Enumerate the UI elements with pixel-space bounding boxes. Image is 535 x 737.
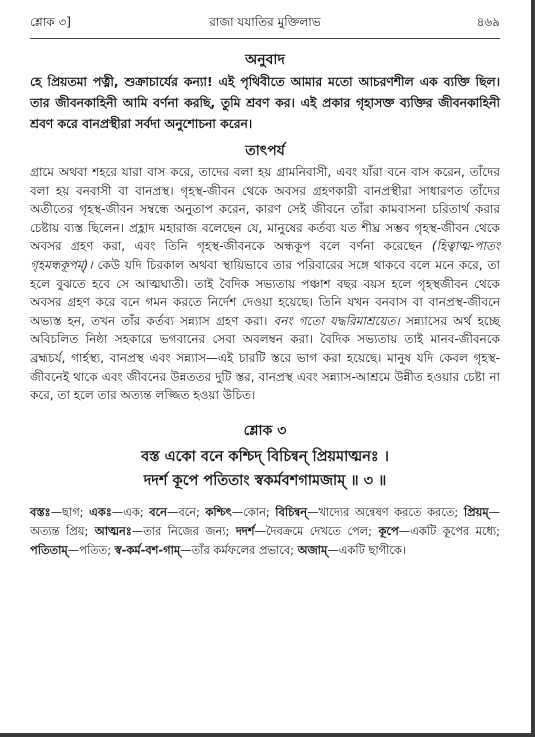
synonym-meaning: —খাদ্যের অন্বেষণ করতে করতে; [307,504,464,519]
verse-line-1: বস্ত একো বনে কশ্চিদ্ বিচিন্বন্ প্রিয়মাত্মনঃ । [141,448,389,465]
purport-part-2: কেউ যদি চিরকাল অথবা স্থায়িভাবে তার পরিবারের সঙ্গে থাকবে বলে মনে করে, তা হলে বুঝতে হবে সে আত্মঘাতী। তাই বৈদিক সভ্যতায় পঞ্চাশ বছর বয়স হলে গৃহস্থজীবন থেকে অবসর গ্রহণ করে বনে গমন করতে নির্দেশ দেওয়া হয়েছে। তিনি যখন বনবাস বা বানপ্রস্থ-জীবনে অভ্যস্ত হন, তখন তাঁর কর্তব্য সন্ন্যাস গ্রহণ করা। [30,257,500,328]
synonym-word: বিচিন্বন্ [275,504,308,519]
chapter-title: রাজা যযাতির মুক্তিলাভ [209,15,321,29]
header-rule [30,38,500,39]
synonym-word: বনে [149,504,167,519]
synonym-word: দদর্শ [235,523,255,538]
synonym-word: অজাম্ [297,542,328,557]
synonyms-paragraph [30,503,500,560]
verse-reference: শ্লোক ৩] [30,15,71,29]
synonym-word: কূপে [378,523,399,538]
synonym-meaning: —একটি কূপের মধ্যে; [398,523,501,538]
purport-quote-2: বনং গতো যদ্ধরিমাশ্রয়েত। [273,313,400,328]
synonym-meaning: —বনে; [166,504,206,519]
verse-title: শ্লোক ৩ [243,422,287,439]
synonym-meaning: —অত্যন্ত প্রিয়; [30,504,500,538]
synonym-word: পতিতাম্ [30,542,68,557]
purport-heading: তাৎপর্য [245,143,285,159]
purport-part-1: গ্রামে অথবা শহরে যারা বাস করে, তাদের বলা হয় গ্রামনিবাসী, এবং যাঁরা বনে বাস করেন, তাঁদের বলা হয় বনবাসী বা বানপ্রস্থ। গৃহস্থ-জীবন থেকে অবসর গ্রহণকারী বানপ্রস্থীরা সাধারণত তাঁদের অতীতের গৃহস্থ-জীবন সম্বন্ধে অনুতাপ করেন, কারণ সেই জীবনে তাঁরা কামবাসনা চরিতার্থ করার চেষ্টায় ব্যস্ত ছিলেন। প্রহ্লাদ মহারাজ বলেছেন যে, মানুষের কর্তব্য যত শীঘ্র সম্ভব গৃহস্থ-জীবন থেকে অবসর গ্রহণ করা, এবং তিনি গৃহস্থ-জীবনকে অন্ধকূপ বলে বর্ণনা করেছেন [30,165,500,254]
synonym-meaning: —ছাগ; [50,504,90,519]
synonym-meaning: —দৈবক্রমে দেখতে পেল; [254,523,379,538]
synonym-meaning: —তাঁর কর্মফলের প্রভাবে; [180,542,298,557]
translation-heading: অনুবাদ [245,52,285,68]
synonym-meaning: —একটি ছাগীকে। [327,542,406,557]
synonym-meaning: —পতিত; [67,542,115,557]
synonym-word: কশ্চিৎ [205,504,232,519]
synonym-word: আত্মনঃ [94,523,132,538]
synonym-word: একঃ [89,504,112,519]
synonym-word: বস্তঃ [30,504,51,519]
purport-part-3: সন্ন্যাসের অর্থ হচ্ছে অবিচলিত নিষ্ঠা সহকারে ভগবানের সেবা অবলম্বন করা। বৈদিক সভ্যতায় তাই মানব-জীবনকে ব্রহ্মচর্য, গার্হস্থ্য, বানপ্রস্থ এবং সন্ন্যাস—এই চারটি স্তরে ভাগ করা হয়েছে। মানুষ যদি কেবল গৃহস্থ-জীবনেই থাকে এবং জীবনের উন্নততর দুটি স্তর, বানপ্রস্থ এবং সন্ন্যাস-আশ্রমে উন্নীত হওয়ার চেষ্টা না করে, তা হলে তার অত্যন্ত লজ্জিত হওয়া উচিত। [30,313,500,403]
page-content [30,50,500,560]
synonym-meaning: —কোন; [231,504,276,519]
verse-line-2: দদর্শ কূপে পতিতাং স্বকর্মবশগামজাম্ ॥ ৩ ॥ [143,472,387,489]
translation-text: হে প্রিয়তমা পত্নী, শুক্রাচার্যের কন্যা! এই পৃথিবীতে আমার মতো আচরণশীল এক ব্যক্তি ছিল। তার জীবনকাহিনী আমি বর্ণনা করছি, তুমি শ্রবণ কর। এই প্রকার গৃহাসক্ত ব্যক্তির জীবনকাহিনী শ্রবণ করে বানপ্রস্থীরা সর্বদা অনুশোচনা করেন। [30,75,500,131]
synonym-word: প্রিয়ম্ [463,504,489,519]
synonym-meaning: —তার নিজের জন্য; [131,523,236,538]
synonym-word: স্ব-কর্ম-বশ-গাম্ [114,542,181,557]
running-header [30,14,500,34]
purport-text [30,163,500,405]
page-number: ৪৬৯ [476,15,500,29]
synonym-meaning: —এক; [111,504,150,519]
purport-quote-1: (হিত্বাত্ম-পাতং গৃহমন্ধকূপম্)। [30,239,500,272]
